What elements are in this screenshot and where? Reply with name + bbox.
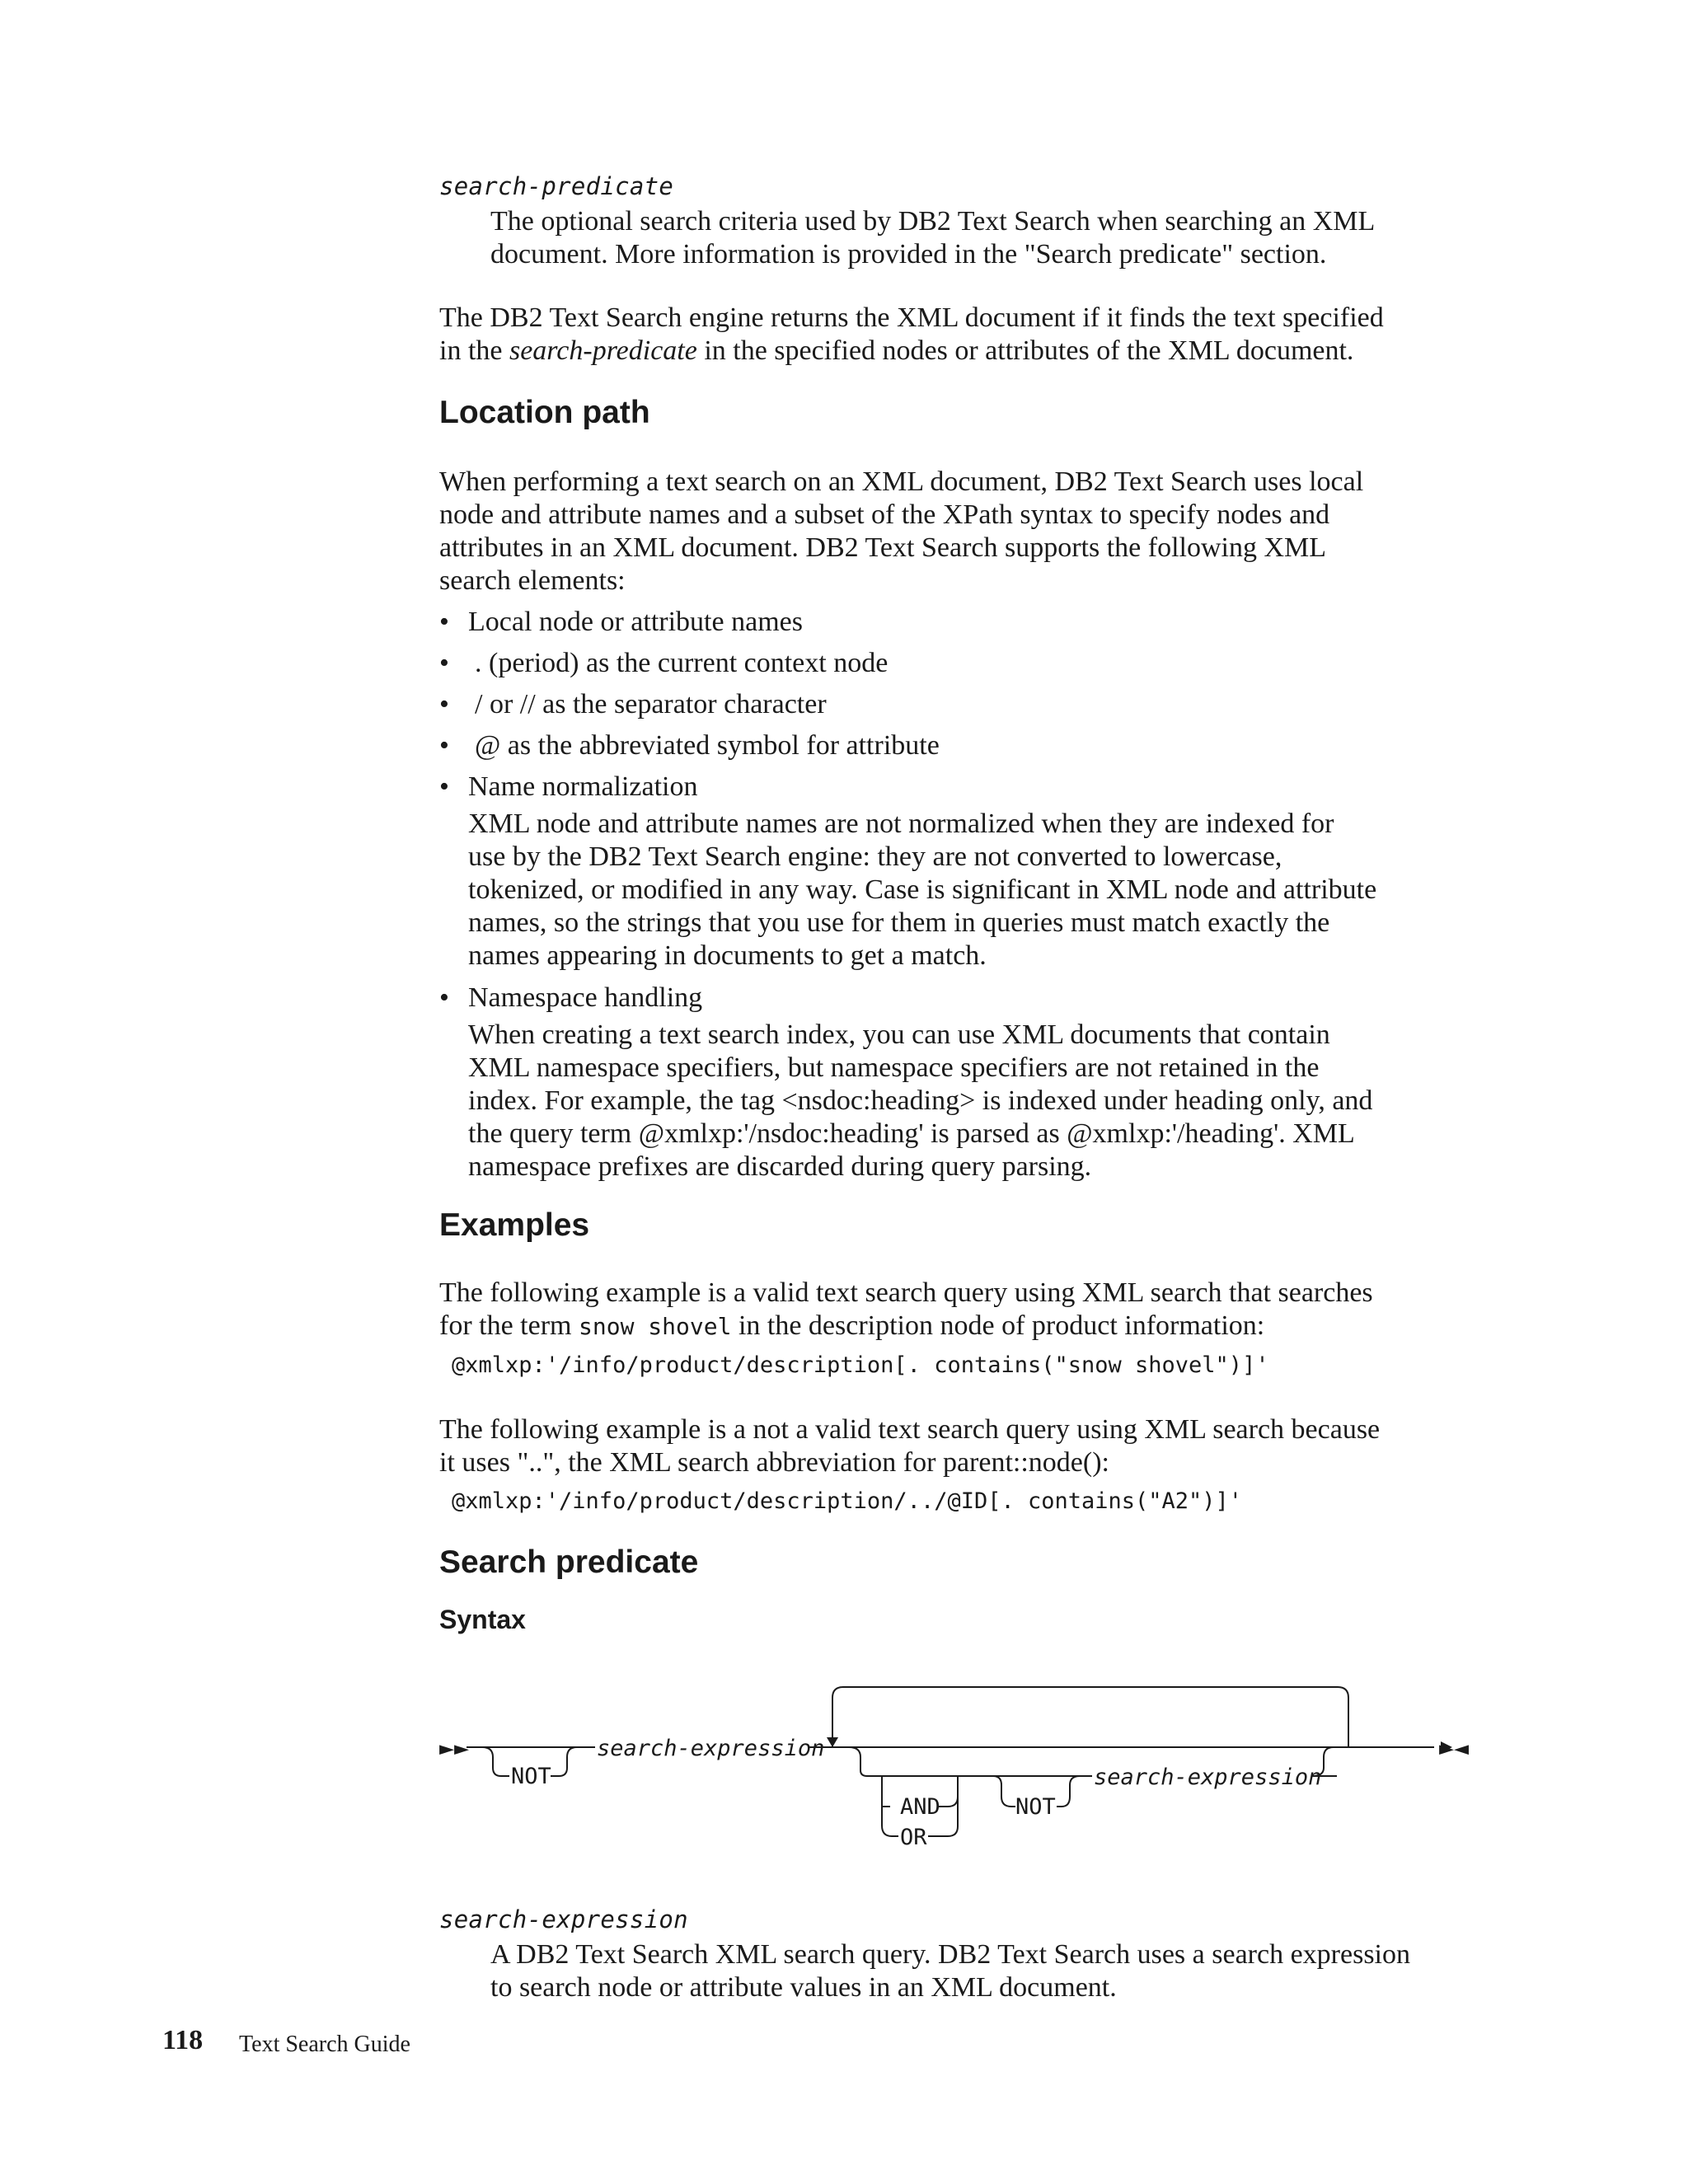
heading-syntax: Syntax (439, 1605, 526, 1634)
term-search-expression-definition (490, 1938, 1479, 2004)
body-line: names appearing in documents to get a match. (468, 940, 987, 971)
bullet-icon: • (439, 607, 449, 637)
bullet-icon: • (439, 689, 449, 719)
definition-line: A DB2 Text Search XML search query. DB2 Text Search uses a search expression (490, 1939, 1410, 1970)
syntax-end-marker: ►◄ (1439, 1734, 1470, 1763)
body-line: names, so the strings that you use for them in queries must match exactly the (468, 907, 1330, 938)
term-search-expression: search-expression (439, 1905, 688, 1933)
body-line: the query term @xmlxp:'/nsdoc:heading' is parsed as @xmlxp:'/heading'. XML (468, 1118, 1355, 1149)
inline-code: snow shovel (579, 1313, 732, 1340)
body-line: When creating a text search index, you can use XML documents that contain (468, 1019, 1330, 1050)
list-item-text: / or // as the separator character (475, 689, 827, 719)
definition-line: The optional search criteria used by DB2 Text Search when searching an XML (490, 206, 1376, 237)
list-item-text: . (period) as the current context node (475, 648, 889, 678)
book-title: Text Search Guide (239, 2032, 410, 2057)
body-line: index. For example, the tag <nsdoc:heading> is indexed under heading only, and (468, 1085, 1373, 1116)
syntax-start-marker: ►► (439, 1734, 470, 1763)
body-line: XML node and attribute names are not normalized when they are indexed for (468, 808, 1334, 839)
list-item-text: Name normalization (468, 771, 698, 802)
paragraph-line: search elements: (439, 565, 626, 596)
bullet-icon: • (439, 730, 449, 761)
definition-line: to search node or attribute values in an XML document. (490, 1972, 1117, 2003)
body-line: tokenized, or modified in any way. Case is significant in XML node and attribute (468, 874, 1377, 905)
bullet-icon: • (439, 771, 449, 802)
paragraph-line: The following example is a not a valid text search query using XML search because (439, 1414, 1381, 1445)
paragraph-line: When performing a text search on an XML document, DB2 Text Search uses local (439, 466, 1364, 497)
syntax-diagram-lines (467, 1687, 1434, 1836)
syntax-and-keyword: AND (900, 1794, 940, 1820)
code-example-2: @xmlxp:'/info/product/description/../@ID[. contains("A2")]' (452, 1488, 1243, 1514)
definition-line: document. More information is provided in the "Search predicate" section. (490, 239, 1327, 269)
body-line: XML namespace specifiers, but namespace specifiers are not retained in the (468, 1052, 1320, 1083)
heading-location-path: Location path (439, 395, 650, 430)
heading-examples: Examples (439, 1207, 590, 1243)
body-line: use by the DB2 Text Search engine: they are not converted to lowercase, (468, 841, 1282, 872)
list-item-text: Namespace handling (468, 982, 703, 1013)
bullet-icon: • (439, 982, 449, 1013)
syntax-not-keyword: NOT (1015, 1794, 1056, 1820)
paragraph-line: it uses "..", the XML search abbreviation for parent::node(): (439, 1447, 1109, 1478)
page-number: 118 (162, 2025, 204, 2055)
body-line: namespace prefixes are discarded during query parsing. (468, 1151, 1092, 1182)
paragraph-line: attributes in an XML document. DB2 Text Search supports the following XML (439, 532, 1327, 563)
heading-search-predicate: Search predicate (439, 1544, 699, 1580)
paragraph-line: node and attribute names and a subset of the XPath syntax to specify nodes and (439, 499, 1330, 530)
paragraph-line: The following example is a valid text search query using XML search that searches (439, 1277, 1373, 1308)
text-run: in the specified nodes or attributes of the XML document. (696, 335, 1354, 366)
syntax-or-keyword: OR (900, 1825, 927, 1850)
list-item-text: Local node or attribute names (468, 607, 803, 637)
bullet-icon: • (439, 648, 449, 678)
syntax-search-expression: search-expression (597, 1736, 825, 1761)
loop-arrow-icon (827, 1737, 838, 1747)
code-example-1: @xmlxp:'/info/product/description[. contains("snow shovel")]' (452, 1352, 1269, 1378)
term-search-predicate: search-predicate (439, 172, 674, 200)
text-run: in the (439, 335, 509, 366)
syntax-search-expression: search-expression (1094, 1765, 1322, 1790)
list-item-text: @ as the abbreviated symbol for attribute (475, 730, 940, 761)
paragraph-line: The DB2 Text Search engine returns the XML document if it finds the text specified (439, 302, 1384, 333)
text-run: in the description node of product information: (731, 1310, 1265, 1341)
text-run: for the term (439, 1310, 579, 1341)
syntax-not-keyword: NOT (511, 1764, 551, 1789)
emphasized-term: search-predicate (509, 335, 697, 366)
